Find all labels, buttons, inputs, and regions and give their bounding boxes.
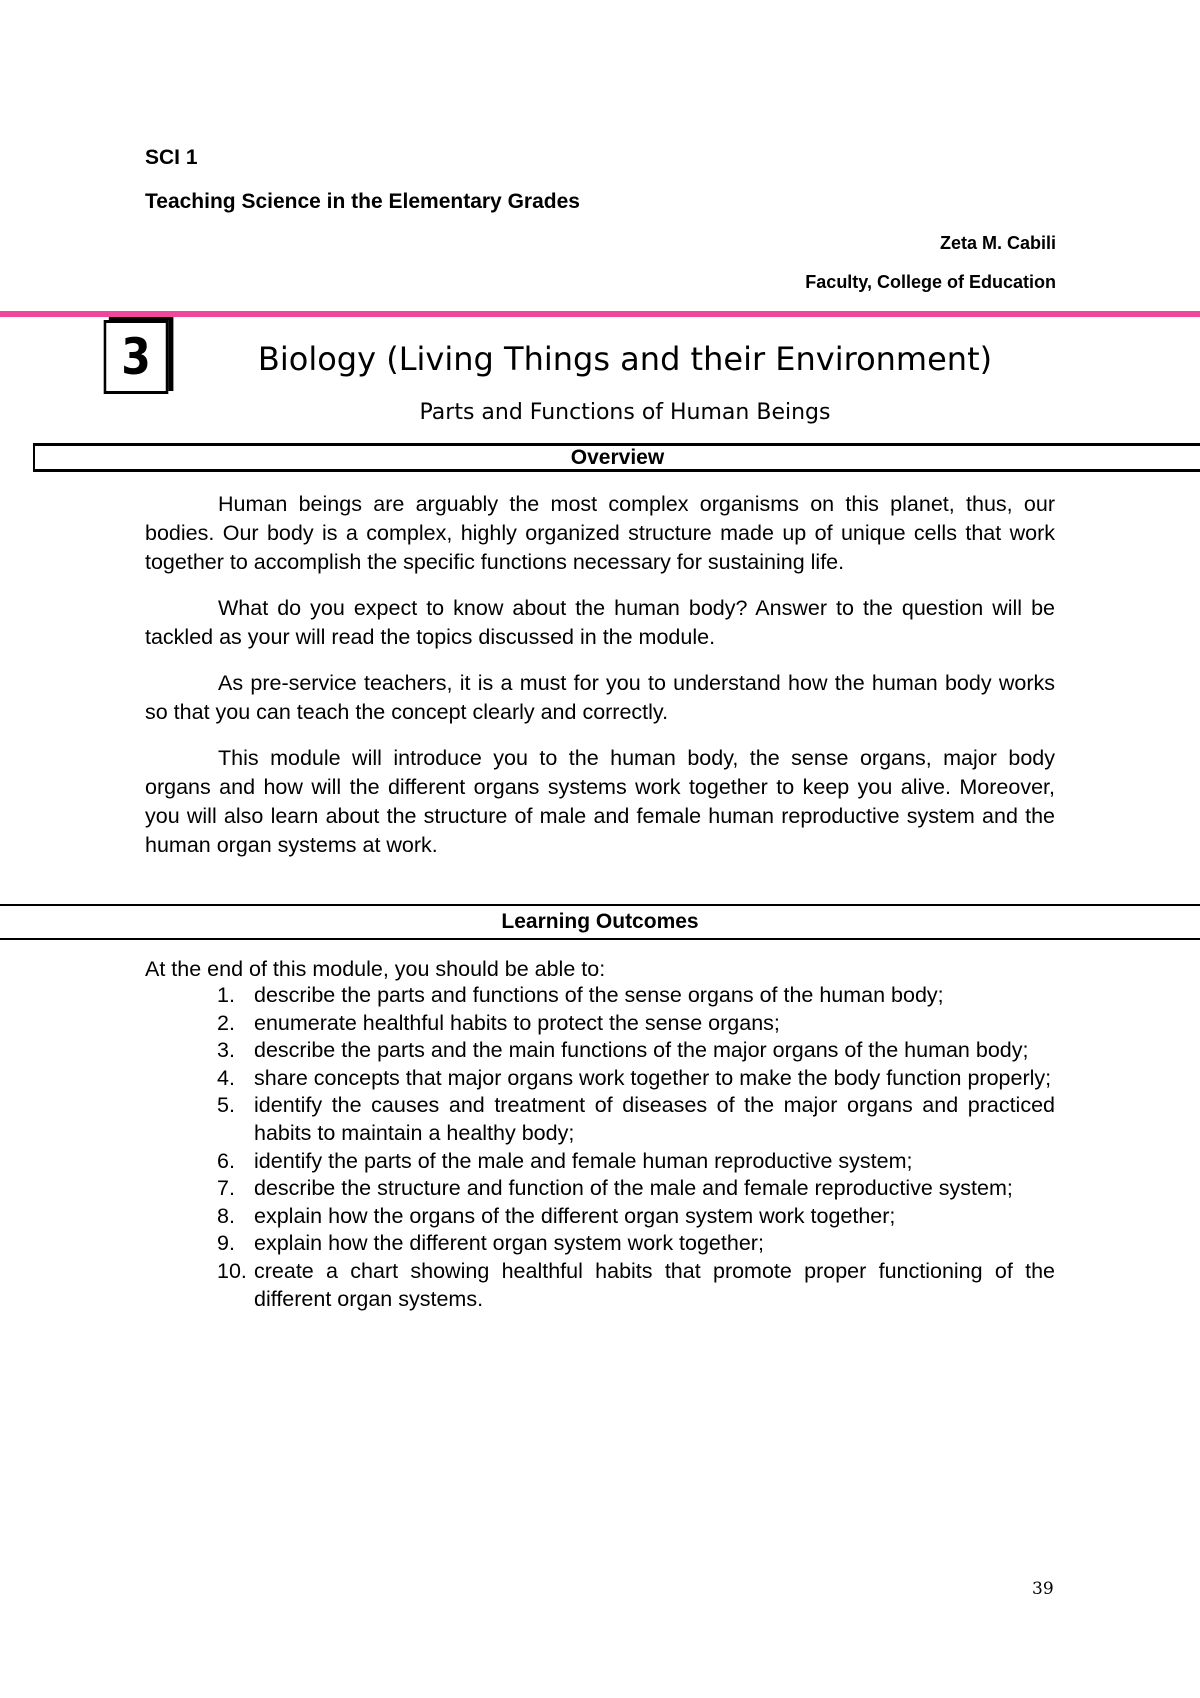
list-item-number: 6. [217,1148,235,1173]
course-code: SCI 1 [145,146,198,169]
list-item-text: identify the parts of the male and female human reproductive system; [254,1148,913,1173]
header-divider [0,311,1200,317]
page-number: 39 [1032,1579,1054,1599]
list-item-text: share concepts that major organs work together to make the body function properly; [254,1065,1052,1090]
learning-outcomes-intro: At the end of this module, you should be able to: [145,957,606,981]
overview-heading: Overview [570,445,665,469]
list-item-text: explain how the organs of the different organ system work together; [254,1203,896,1228]
overview-paragraph: As pre-service teachers, it is a must for you to understand how the human body works so that you can teach the concept clearly and correctly. [145,671,1055,724]
list-item [145,1148,1055,1176]
list-item [145,1203,1055,1231]
list-item-number: 1. [217,983,235,1007]
list-item-text: describe the parts and functions of the sense organs of the human body; [254,983,944,1007]
list-item-text: explain how the different organ system work together; [254,1231,764,1256]
list-item [145,1258,1055,1313]
module-subtitle: Parts and Functions of Human Beings [419,400,831,425]
list-item-number: 9. [217,1231,235,1256]
overview-paragraph: What do you expect to know about the human body? Answer to the question will be tackled as your will read the topics discussed in the module. [145,596,1055,649]
list-item-text: identify the causes and treatment of diseases of the major organs and practiced habits to maintain a healthy body; [254,1093,1055,1145]
list-item [145,982,1055,1010]
overview-heading-bar [33,443,1200,472]
list-item-number: 3. [217,1038,235,1063]
list-item-number: 2. [217,1010,235,1035]
list-item [145,1065,1055,1093]
list-item-text: enumerate healthful habits to protect the sense organs; [254,1010,780,1035]
module-number-box: 3 [104,320,169,394]
list-item-number: 10. [217,1258,247,1283]
module-title: Biology (Living Things and their Environment) [257,340,993,378]
list-item [145,1230,1055,1258]
list-item-text: describe the parts and the main functions of the major organs of the human body; [254,1038,1029,1063]
list-item-number: 4. [217,1065,235,1090]
list-item [145,1175,1055,1203]
overview-paragraph: Human beings are arguably the most complex organisms on this planet, thus, our bodies. Our body is a complex, highly organized structure made up of unique cells that work together to accomplish the specific functions necessary for sustaining life. [145,492,1055,574]
learning-outcomes-heading: Learning Outcomes [501,910,699,933]
learning-outcomes-heading-bar [0,904,1200,940]
list-item-number: 7. [217,1176,235,1201]
list-item-number: 8. [217,1203,235,1228]
author-affiliation: Faculty, College of Education [805,272,1056,292]
list-item [145,1037,1055,1065]
list-item-number: 5. [217,1093,235,1118]
course-title: Teaching Science in the Elementary Grades [145,190,580,213]
list-item-text: describe the structure and function of the male and female reproductive system; [254,1176,1013,1201]
overview-section [145,490,1055,877]
list-item-text: create a chart showing healthful habits that promote proper functioning of the different organ systems. [254,1258,1055,1311]
author-name: Zeta M. Cabili [939,233,1056,253]
list-item [145,1010,1055,1038]
overview-paragraph: This module will introduce you to the human body, the sense organs, major body organs and how will the different organs systems work together to keep you alive. Moreover, you will also learn about the structure of male and female human reproductive system and the human organ systems at work. [145,746,1055,857]
learning-outcomes-list [145,982,1055,1313]
list-item [145,1092,1055,1147]
